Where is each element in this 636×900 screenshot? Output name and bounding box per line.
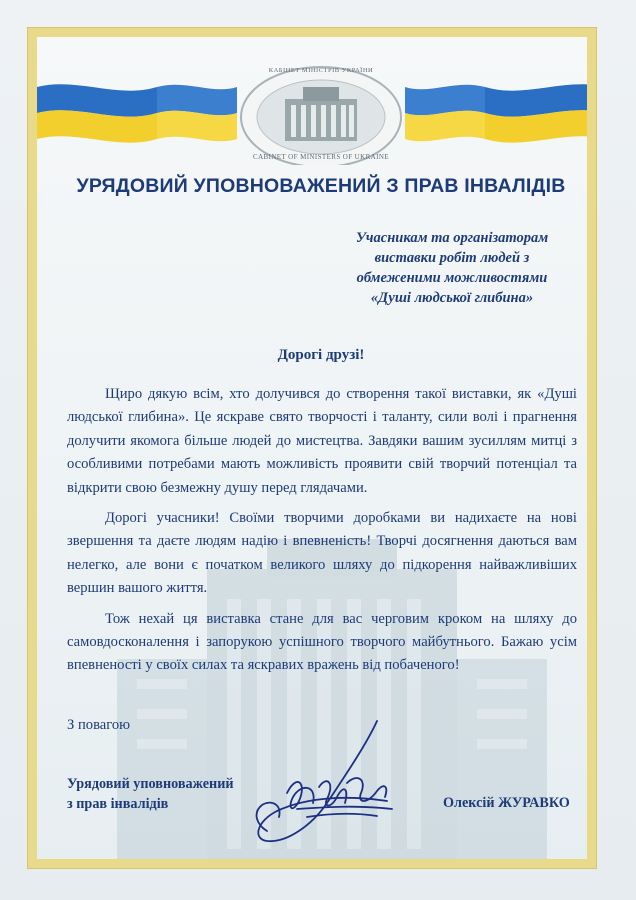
cabinet-emblem-icon: [241, 67, 401, 165]
letter-frame: [28, 28, 596, 868]
header-flags-emblem: [37, 65, 596, 165]
addressee-block: [337, 228, 567, 308]
closing-phrase: З повагою: [67, 717, 131, 733]
signatory-title-line: з прав інвалідів: [67, 796, 169, 812]
addressee-line: обмеженими можливостями: [356, 270, 548, 286]
signatory-title-line: Урядовий уповноважений: [67, 776, 234, 792]
letter-heading: УРЯДОВИЙ УПОВНОВАЖЕНИЙ З ПРАВ ІНВАЛІДІВ: [76, 175, 566, 197]
right-flag-icon: [405, 84, 596, 142]
signatory-name: Олексій ЖУРАВКО: [443, 795, 570, 811]
addressee-line: виставки робіт людей з: [374, 250, 530, 266]
addressee-line: Учасникам та організаторам: [355, 230, 549, 246]
letter-body: [67, 383, 577, 685]
emblem-text-top: КАБІНЕТ МІНІСТРІВ УКРАЇНИ: [268, 67, 374, 74]
body-paragraph: Щиро дякую всім, хто долучився до створення такої виставки, як «Душі людської глибина». Це яскраве свято творчості і таланту, сили волі і прагнення долучити якомога більше людей до мистецтва. Завдяки вашим зусиллям митці з особливими потребами мають можливість проявити свій творчий потенціал та відкрити свою безмежну душу перед глядачами.: [67, 386, 577, 496]
body-paragraph: Тож нехай ця виставка стане для вас черговим кроком на шляху до самовдосконалення і запорукою успішного творчого майбутнього. Бажаю усім впевненості у своїх силах та яскравих вражень від побаченого!: [67, 610, 577, 674]
handwritten-signature-icon: [227, 713, 402, 853]
addressee-line: «Душі людської глибина»: [370, 290, 534, 306]
emblem-text-bottom: CABINET OF MINISTERS OF UKRAINE: [253, 153, 389, 161]
greeting: Дорогі друзі!: [277, 347, 365, 363]
left-flag-icon: [37, 84, 237, 142]
body-paragraph: Дорогі учасники! Своїми творчими доробками ви надихаєте на нові звершення та даєте людям надію і впевненість! Творчі досягнення даються вам нелегко, але вони є початком великого шляху до підкорення найважливіших вершин вашого життя.: [67, 510, 577, 597]
